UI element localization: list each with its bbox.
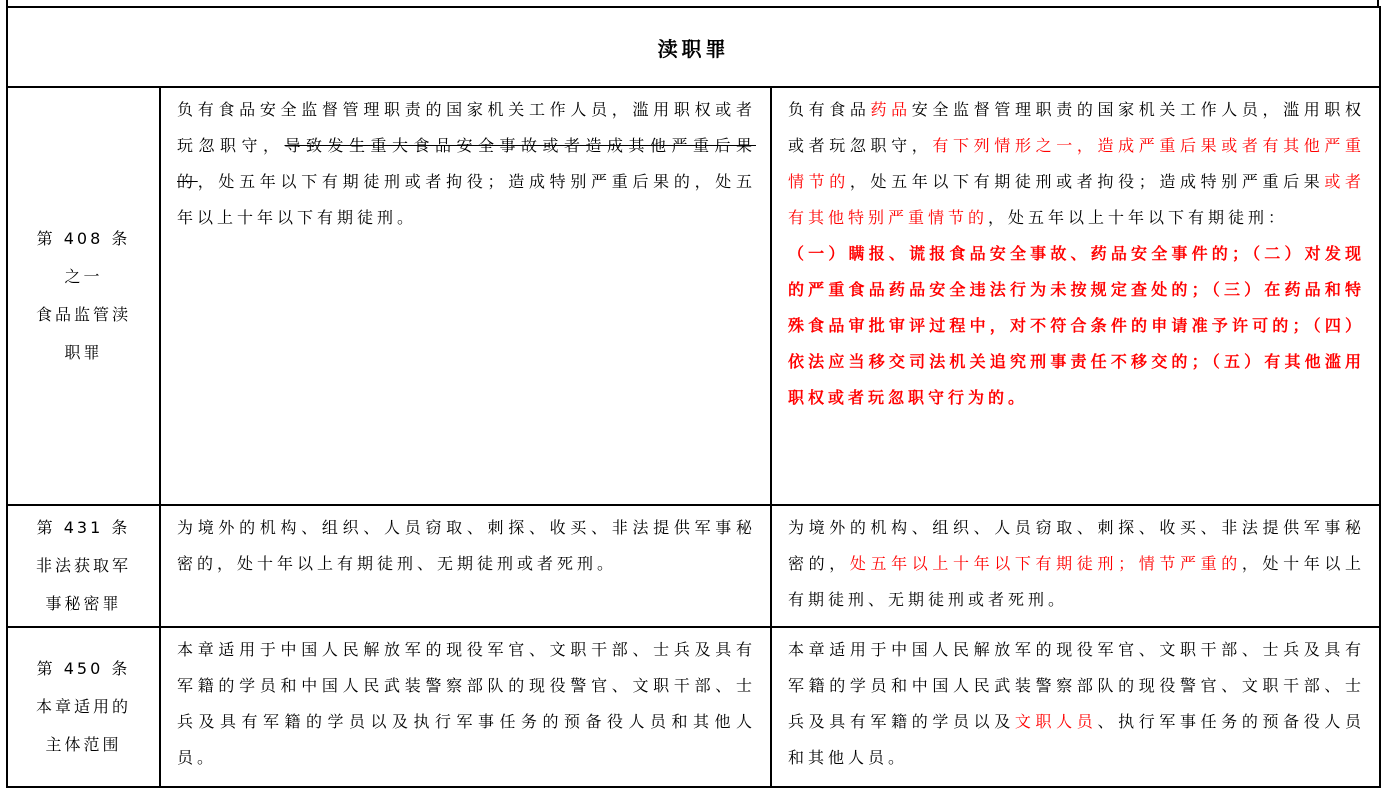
article-label — [7, 627, 160, 787]
section-title: 渎职罪 — [7, 7, 1380, 87]
new-text-segment: 安全监督管理职责的国家机关工作人员，滥用职权或者玩忽职守， — [788, 100, 1366, 155]
article-label-line: 职罪 — [64, 343, 103, 362]
old-text-segment: 本章适用于中国人民解放军的现役军官、文职干部、士兵及具有军籍的学员和中国人民武装警察部队的现役警官、文职干部、士兵及具有军籍的学员以及执行军事任务的预备役人员和其他人员。 — [177, 640, 756, 767]
added-text-segment: 或者有其他特别严重情节的 — [788, 172, 1365, 227]
article-label-line: 食品监管渎 — [35, 305, 131, 324]
added-text-segment: （一）瞒报、谎报食品安全事故、药品安全事件的；（二）对发现的严重食品药品安全违法行为未按规定查处的；（三）在药品和特殊食品审批审评过程中，对不符合条件的申请准予许可的；（四）依法应当移交司法机关追究刑事责任不移交的；（五）有其他滥用职权或者玩忽职守行为的。 — [788, 244, 1366, 407]
deleted-text-segment: 导致发生重大食品安全事故或者造成其他严重后果的 — [177, 136, 756, 191]
old-text-cell — [160, 627, 771, 787]
article-label-line: 非法获取军 — [35, 556, 131, 575]
old-text-segment: ，处五年以下有期徒刑或者拘役；造成特别严重后果的，处五年以上十年以下有期徒刑。 — [177, 172, 756, 227]
new-text-cell — [771, 87, 1380, 505]
new-text-cell — [771, 627, 1380, 787]
table-row — [7, 87, 1380, 505]
table-row — [7, 627, 1380, 787]
new-text-cell — [771, 505, 1380, 627]
new-text-segment: ，处五年以上十年以下有期徒刑： — [988, 208, 1289, 227]
article-label — [7, 505, 160, 627]
new-text-segment: ，处十年以上有期徒刑、无期徒刑或者死刑。 — [788, 554, 1365, 609]
new-text-segment: ，处五年以下有期徒刑或者拘役；造成特别严重后果 — [849, 172, 1325, 191]
article-label-line: 第 431 条 — [36, 518, 131, 537]
new-text-segment: 负有食品 — [788, 100, 871, 119]
old-text-cell — [160, 505, 771, 627]
added-text-segment: 有下列情形之一，造成严重后果或者有其他严重情节的 — [788, 136, 1366, 191]
new-text-segment: 、执行军事任务的预备役人员和其他人员。 — [788, 712, 1366, 767]
article-label — [7, 87, 160, 505]
article-label-line: 第 408 条 — [36, 229, 131, 248]
article-label-line: 第 450 条 — [36, 659, 131, 678]
added-text-segment: 文职人员 — [1014, 712, 1098, 731]
old-text-cell — [160, 87, 771, 505]
article-label-line: 之一 — [64, 267, 103, 286]
law-comparison-table — [6, 6, 1381, 788]
table-row — [7, 505, 1380, 627]
added-text-segment: 药品 — [870, 100, 912, 119]
section-header-row — [7, 7, 1380, 87]
old-text-segment: 负有食品安全监督管理职责的国家机关工作人员，滥用职权或者玩忽职守， — [177, 100, 756, 155]
article-label-line: 事秘密罪 — [45, 594, 122, 613]
article-label-line: 主体范围 — [45, 735, 122, 754]
new-text-segment: 为境外的机构、组织、人员窃取、刺探、收买、非法提供军事秘密的， — [788, 518, 1366, 573]
article-label-line: 本章适用的 — [35, 697, 131, 716]
old-text-segment: 为境外的机构、组织、人员窃取、刺探、收买、非法提供军事秘密的，处十年以上有期徒刑、无期徒刑或者死刑。 — [177, 518, 756, 573]
added-text-segment: 处五年以上十年以下有期徒刑；情节严重的 — [849, 554, 1242, 573]
new-text-segment: 本章适用于中国人民解放军的现役军官、文职干部、士兵及具有军籍的学员和中国人民武装警察部队的现役警官、文职干部、士兵及具有军籍的学员以及 — [788, 640, 1366, 731]
